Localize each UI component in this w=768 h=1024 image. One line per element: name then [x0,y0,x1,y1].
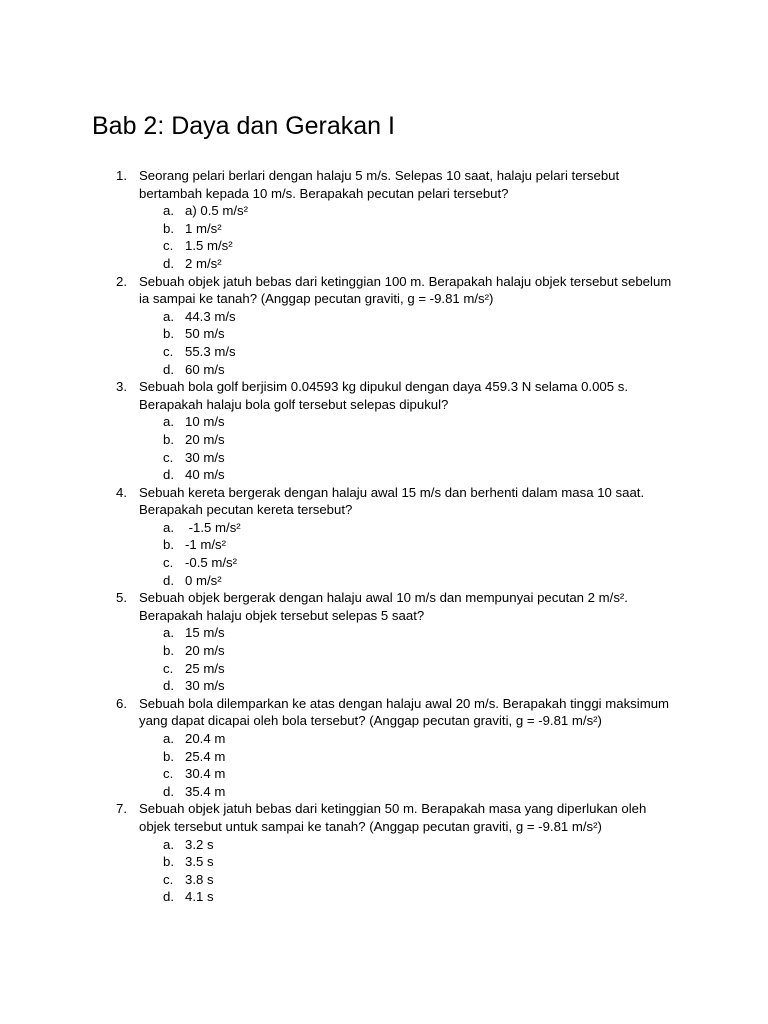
answer-option [0,853,768,871]
answer-option [0,836,768,854]
question-text: Seorang pelari berlari dengan halaju 5 m/s. Selepas 10 saat, halaju pelari tersebut bertambah kepada 10 m/s. Berapakah pecutan pelari tersebut? [139,168,620,201]
option-letter: d. [163,255,174,271]
answer-option [0,519,768,537]
option-text: -1.5 m/s² [185,519,241,535]
option-letter: d. [163,467,174,483]
question-item [0,484,768,590]
option-letter: a. [163,731,174,746]
answer-option [0,730,768,748]
answer-option [0,624,768,642]
answer-option [0,888,768,906]
option-letter: b. [163,220,174,236]
answer-option [0,748,768,766]
question-text: Sebuah kereta bergerak dengan halaju awal 15 m/s dan berhenti dalam masa 10 saat. Berapakah pecutan kereta tersebut? [139,484,645,518]
question-text: Sebuah objek bergerak dengan halaju awal 10 m/s dan mempunyai pecutan 2 m/s². Berapakah halaju objek tersebut selepas 5 saat? [139,590,628,623]
answer-options [0,836,768,906]
answer-option [0,220,768,238]
option-letter: b. [163,748,174,764]
option-letter: c. [163,238,174,254]
question-text: Sebuah bola golf berjisim 0.04593 kg dipukul dengan daya 459.3 N selama 0.005 s. Berapakah halaju bola golf tersebut selepas dipukul? [139,379,629,412]
option-letter: d. [163,783,174,799]
option-letter: c. [163,343,174,359]
option-text: 1.5 m/s² [185,238,233,254]
option-letter: c. [163,449,174,465]
question-text: Sebuah objek jatuh bebas dari ketinggian 100 m. Berapakah halaju objek tersebut sebelum ia sampai ke tanah? (Anggap pecutan graviti, g = -9.81 m/s²) [139,273,672,307]
option-letter: b. [163,854,174,870]
question-number: 1. [116,168,127,183]
answer-option [0,765,768,783]
question-item [0,273,768,379]
option-text: 30 m/s [185,449,225,465]
answer-option [0,361,768,379]
answer-option [0,660,768,678]
option-text: a) 0.5 m/s² [185,203,249,219]
option-letter: c. [163,660,174,676]
answer-options [0,624,768,694]
answer-option [0,237,768,255]
option-text: 60 m/s [185,361,225,377]
answer-option [0,783,768,801]
answer-options [0,519,768,589]
answer-option [0,325,768,343]
option-text: 20 m/s [185,643,225,659]
option-text: 35.4 m [185,783,226,799]
question-item [0,589,768,695]
option-text: 0 m/s² [185,572,222,588]
option-text: 55.3 m/s [185,343,236,359]
option-letter: b. [163,431,174,447]
option-letter: d. [163,678,174,694]
option-letter: a. [163,203,174,219]
answer-option [0,308,768,326]
option-text: 20 m/s [185,431,225,447]
answer-option [0,343,768,361]
option-letter: c. [163,555,174,571]
option-text: 2 m/s² [185,255,222,271]
question-item [0,695,768,801]
option-text: 40 m/s [185,467,225,483]
option-letter: d. [163,572,174,588]
option-letter: a. [163,414,174,430]
question-number: 5. [116,590,127,606]
option-text: 3.5 s [185,854,214,870]
question-item [0,800,768,906]
answer-options [0,308,768,378]
answer-option [0,431,768,449]
answer-option [0,536,768,554]
option-text: 50 m/s [185,326,225,342]
option-letter: d. [163,889,174,905]
question-list [0,167,768,906]
option-text: 10 m/s [185,414,225,430]
option-letter: a. [163,519,174,535]
option-text: 4.1 s [185,889,214,905]
option-text: -1 m/s² [185,537,227,553]
option-text: 25 m/s [185,660,225,676]
answer-option [0,554,768,572]
question-item [0,167,768,273]
option-text: 1 m/s² [185,220,222,236]
question-number: 7. [116,801,127,817]
option-text: 30.4 m [185,766,226,782]
option-letter: c. [163,766,174,782]
answer-option [0,255,768,273]
answer-option [0,642,768,660]
question-text: Sebuah bola dilemparkan ke atas dengan halaju awal 20 m/s. Berapakah tinggi maksimum yang dapat dicapai oleh bola tersebut? (Anggap pecutan graviti, g = -9.81 m/s²) [139,695,670,729]
option-letter: c. [163,871,174,887]
option-text: 25.4 m [185,748,226,764]
question-number: 2. [116,273,127,289]
answer-option [0,413,768,431]
option-text: 15 m/s [185,625,225,641]
question-item [0,378,768,484]
answer-options [0,413,768,483]
option-letter: d. [163,361,174,377]
answer-option [0,449,768,467]
question-number: 6. [116,695,127,711]
answer-options [0,202,768,272]
option-letter: b. [163,537,174,553]
option-text: 3.2 s [185,836,214,852]
answer-option [0,677,768,695]
option-letter: b. [163,643,174,659]
question-text: Sebuah objek jatuh bebas dari ketinggian 50 m. Berapakah masa yang diperlukan oleh objek tersebut untuk sampai ke tanah? (Anggap pecutan graviti, g = -9.81 m/s²) [139,801,647,834]
answer-option [0,871,768,889]
option-letter: a. [163,625,174,641]
option-text: -0.5 m/s² [185,555,238,571]
option-letter: a. [163,836,174,852]
option-letter: a. [163,308,174,324]
page-title: Bab 2: Daya dan Gerakan I [92,112,395,140]
option-text: 3.8 s [185,871,214,887]
question-number: 3. [116,379,127,395]
answer-option [0,202,768,220]
answer-options [0,730,768,800]
answer-option [0,572,768,590]
option-text: 20.4 m [185,731,226,746]
option-text: 44.3 m/s [185,308,236,324]
option-letter: b. [163,326,174,342]
question-number: 4. [116,484,127,500]
option-text: 30 m/s [185,678,225,694]
answer-option [0,466,768,484]
